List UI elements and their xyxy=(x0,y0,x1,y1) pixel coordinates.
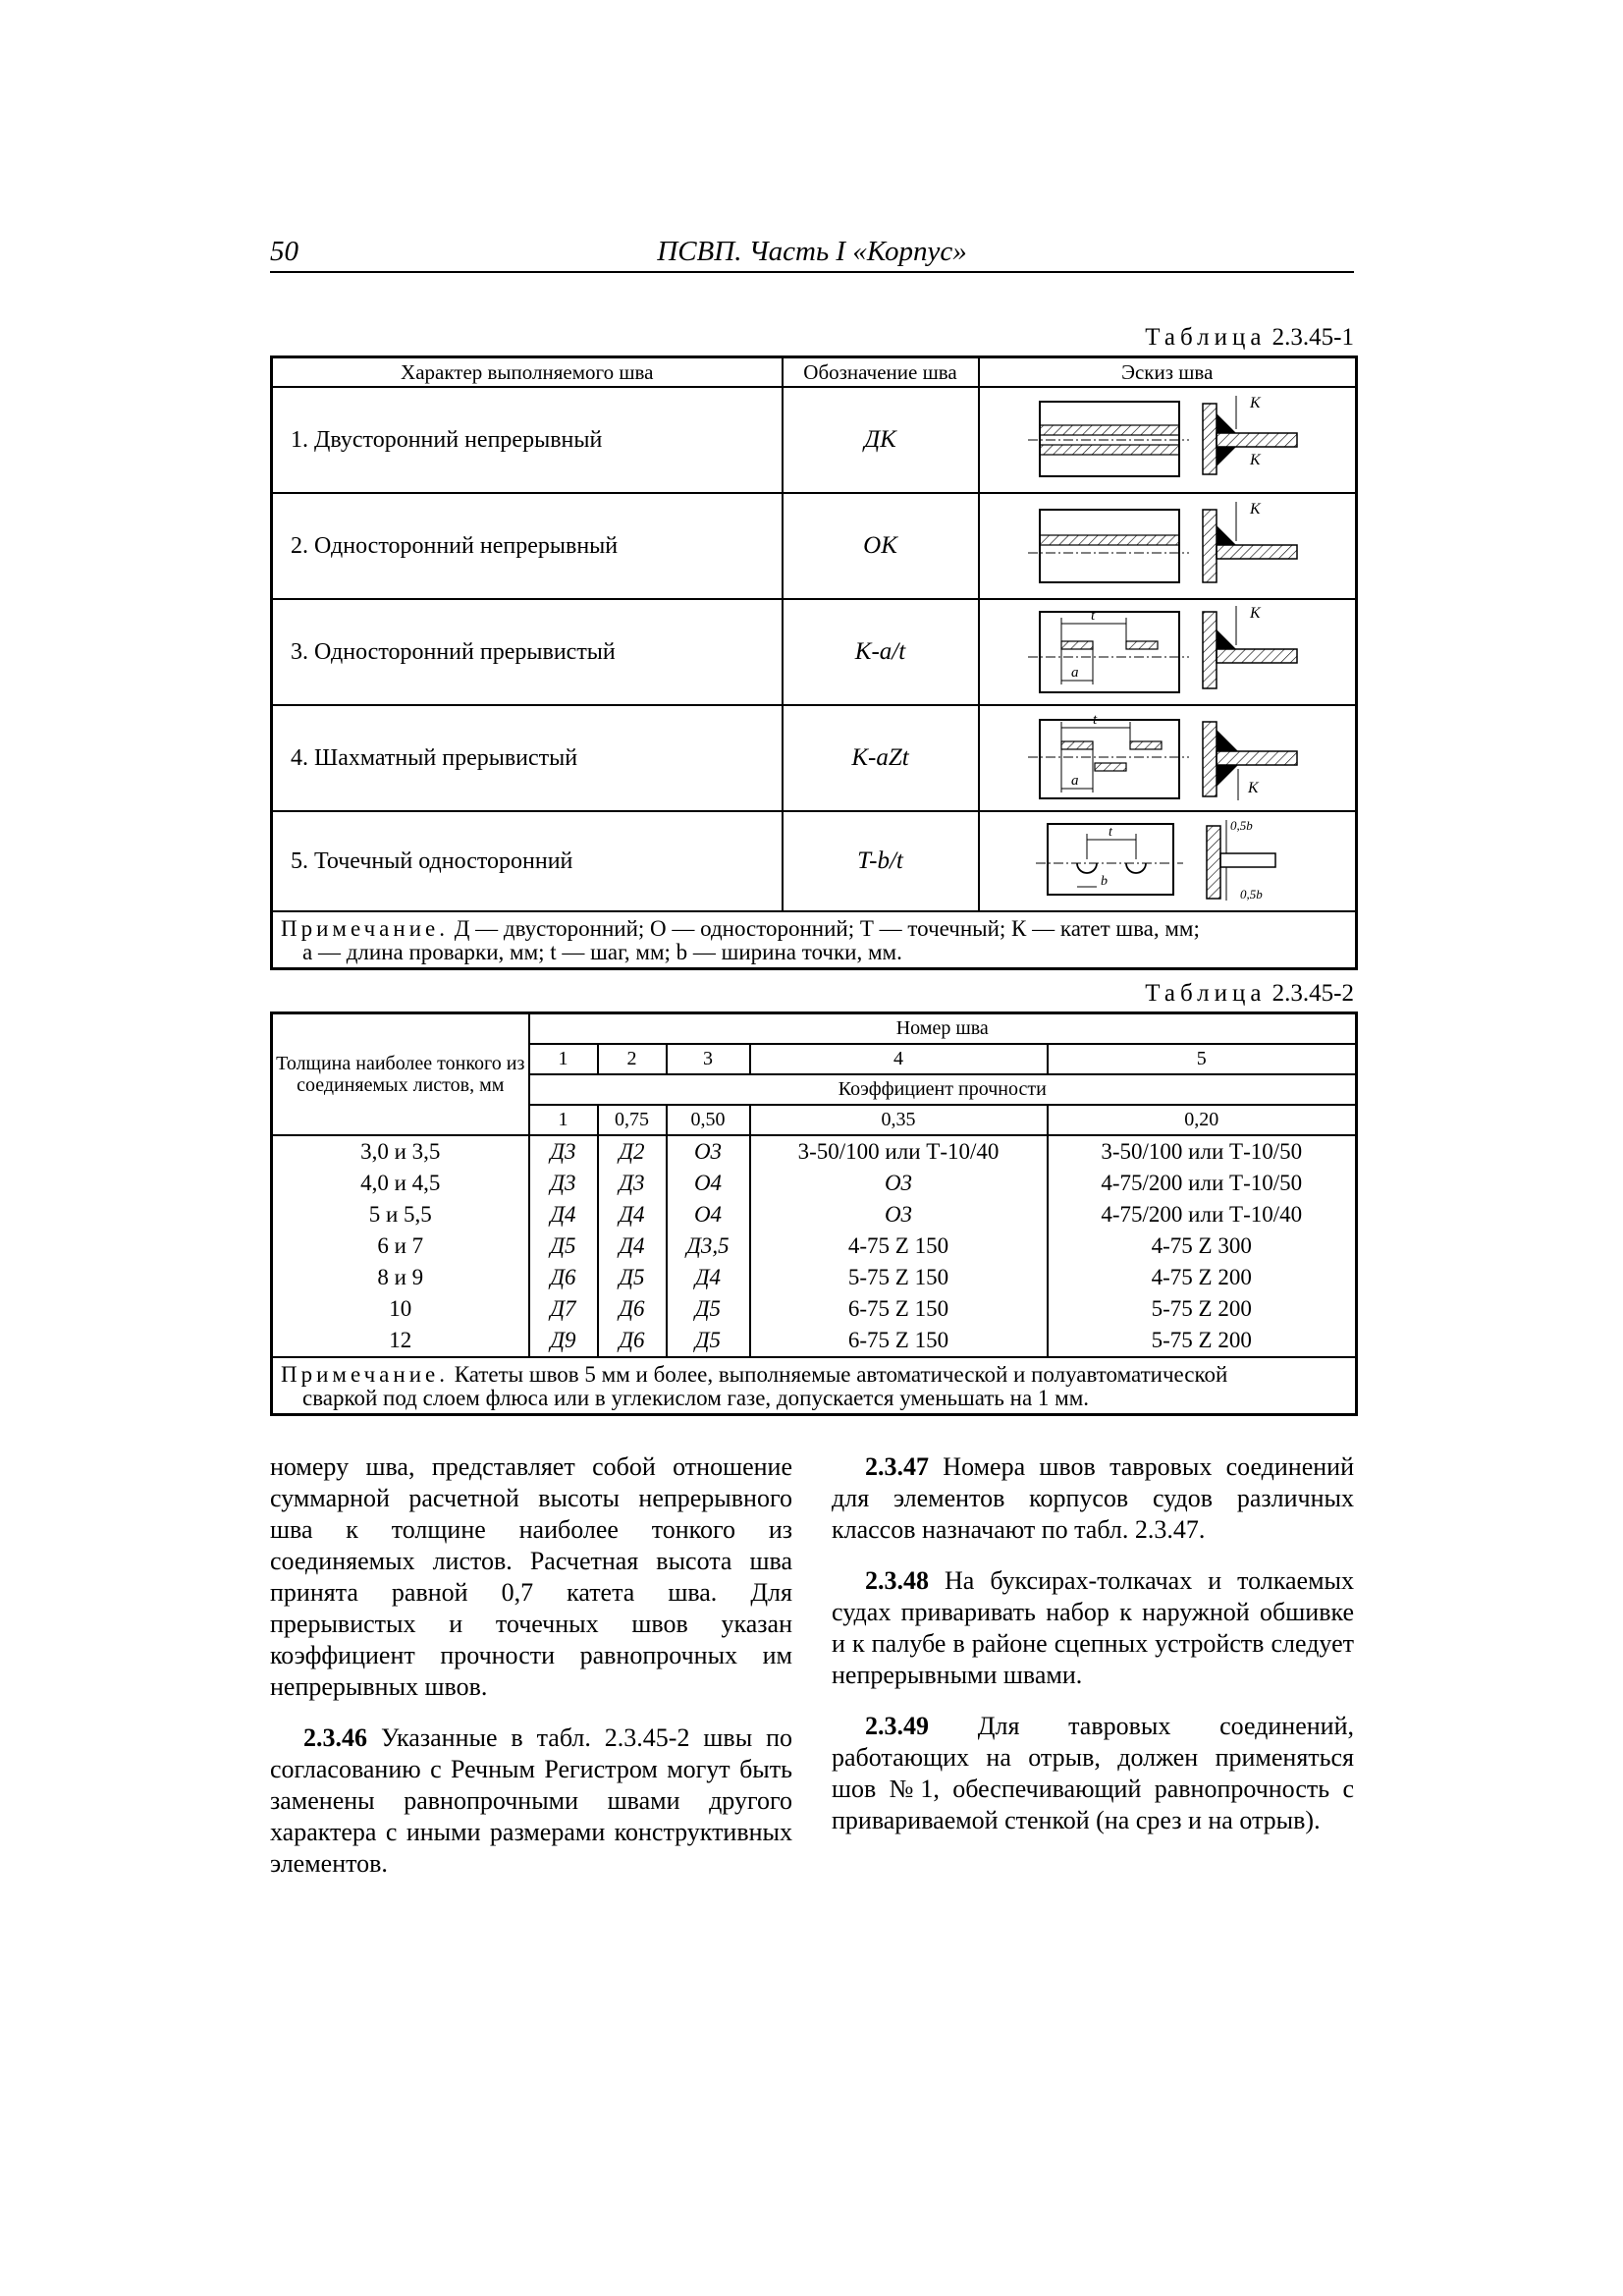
seam-code: ДК xyxy=(783,387,979,493)
paragraph: номеру шва, представляет собой отношение суммарной расчетной высоты непрерывного шва к толщине наиболее тонкого из соединяемых листов. Расчетная высота шва принята равной 0,7 катета шва. Для прерывистых и точечных швов указан коэффициент прочности равнопрочных им непрерывных швов. xyxy=(270,1452,792,1701)
seam-number: 4 xyxy=(750,1044,1048,1074)
table1-header-character: Характер выполняемого шва xyxy=(272,357,783,388)
sketch-label-t: t xyxy=(1090,607,1095,624)
thickness-cell: 5 и 5,5 xyxy=(272,1199,529,1230)
clause-text: На буксирах-толкачах и толкаемых судах приваривать набор к наружной обшивке и к палубе в районе сцепных устройств следует непрерывными швами. xyxy=(832,1566,1354,1689)
seam-cell: 4-75 Z 150 xyxy=(750,1230,1048,1262)
clause-text: Номера швов тавровых соединений для элементов корпусов судов различных классов назначают по табл. 2.3.47. xyxy=(832,1452,1354,1544)
seam-cell: Д6 xyxy=(598,1325,667,1357)
note-text-line2: a — длина проварки, мм; t — шаг, мм; b — ширина точки, мм. xyxy=(302,940,902,964)
weld-sketch-1 xyxy=(1020,390,1315,486)
seam-cell: 4-75/200 или Т-10/40 xyxy=(1048,1199,1357,1230)
sketch-single-continuous xyxy=(979,493,1357,599)
seam-cell: 4-75/200 или Т-10/50 xyxy=(1048,1168,1357,1199)
seam-cell: 4-75 Z 300 xyxy=(1048,1230,1357,1262)
coefficient: 0,20 xyxy=(1048,1105,1357,1135)
page-number: 50 xyxy=(270,236,298,267)
sketch-single-intermittent xyxy=(979,599,1357,705)
clause-number: 2.3.48 xyxy=(865,1566,929,1595)
paragraph-2-3-47 xyxy=(832,1451,1354,1546)
table-row xyxy=(272,705,1357,811)
clause-number: 2.3.47 xyxy=(865,1452,929,1481)
note-text-line1: Д — двусторонний; О — односторонний; Т — точечный; К — катет шва, мм; xyxy=(454,916,1200,941)
right-column xyxy=(832,1451,1354,1856)
seam-cell: 6-75 Z 150 xyxy=(750,1325,1048,1357)
seam-cell: 6-75 Z 150 xyxy=(750,1293,1048,1325)
thickness-cell: 3,0 и 3,5 xyxy=(272,1135,529,1168)
seam-cell: О3 xyxy=(750,1199,1048,1230)
sketch-label-k: K xyxy=(1249,604,1261,622)
table-row xyxy=(272,1325,1357,1357)
seam-name: 5. Точечный односторонний xyxy=(272,811,783,911)
sketch-double-continuous xyxy=(979,387,1357,493)
strength-header: Коэффициент прочности xyxy=(529,1074,1357,1105)
table1-caption-num: 2.3.45-1 xyxy=(1271,324,1354,351)
seam-cell: Д4 xyxy=(598,1230,667,1262)
table1-note xyxy=(272,911,1357,969)
table-row xyxy=(272,1135,1357,1168)
thickness-cell: 4,0 и 4,5 xyxy=(272,1168,529,1199)
table-seam-types xyxy=(270,355,1358,970)
running-title: ПСВП. Часть I «Корпус» xyxy=(657,236,967,267)
coefficient: 0,50 xyxy=(667,1105,750,1135)
seam-cell: О4 xyxy=(667,1199,750,1230)
seam-cell: Д9 xyxy=(529,1325,598,1357)
note-text-line1: Катеты швов 5 мм и более, выполняемые автоматической и полуавтоматической xyxy=(454,1362,1228,1387)
coefficient: 1 xyxy=(529,1105,598,1135)
seam-cell: 5-75 Z 200 xyxy=(1048,1293,1357,1325)
table-row xyxy=(272,1230,1357,1262)
seam-name: 2. Односторонний непрерывный xyxy=(272,493,783,599)
sketch-label-half-b: 0,5b xyxy=(1229,817,1253,833)
thickness-header: Толщина наиболее тонкого из соединяемых листов, мм xyxy=(272,1013,529,1136)
seam-number: 3 xyxy=(667,1044,750,1074)
seam-name: 1. Двусторонний непрерывный xyxy=(272,387,783,493)
seam-cell: 3-50/100 или Т-10/40 xyxy=(750,1135,1048,1168)
seam-name: 4. Шахматный прерывистый xyxy=(272,705,783,811)
seam-cell: Д4 xyxy=(529,1199,598,1230)
sketch-label-half-b: 0,5b xyxy=(1239,886,1263,902)
seam-number-header: Номер шва xyxy=(529,1013,1357,1045)
table2-caption xyxy=(1145,980,1354,1008)
table-row xyxy=(272,1168,1357,1199)
seam-code: ОК xyxy=(783,493,979,599)
seam-number: 1 xyxy=(529,1044,598,1074)
left-column xyxy=(270,1451,792,1899)
header-rule xyxy=(270,271,1354,273)
table1-header-sketch: Эскиз шва xyxy=(979,357,1357,388)
thickness-cell: 12 xyxy=(272,1325,529,1357)
sketch-label-k: K xyxy=(1249,394,1261,411)
table-row xyxy=(272,1293,1357,1325)
seam-cell: 5-75 Z 200 xyxy=(1048,1325,1357,1357)
table-row xyxy=(272,811,1357,911)
table-row xyxy=(272,1199,1357,1230)
paragraph-2-3-49 xyxy=(832,1711,1354,1836)
seam-code: K-a/t xyxy=(783,599,979,705)
sketch-label-a: a xyxy=(1070,772,1079,789)
seam-cell: Д5 xyxy=(667,1293,750,1325)
paragraph-2-3-48 xyxy=(832,1565,1354,1691)
seam-cell: Д4 xyxy=(667,1262,750,1293)
seam-cell: Д3 xyxy=(598,1168,667,1199)
table1-caption-word: Таблица xyxy=(1145,324,1267,351)
seam-cell: О3 xyxy=(750,1168,1048,1199)
coefficient: 0,35 xyxy=(750,1105,1048,1135)
sketch-label-a: a xyxy=(1070,664,1079,681)
weld-sketch-3 xyxy=(1020,602,1315,698)
note-text-line2: сваркой под слоем флюса или в углекислом газе, допускается уменьшать на 1 мм. xyxy=(302,1386,1090,1410)
seam-code: K-aZt xyxy=(783,705,979,811)
clause-text: Указанные в табл. 2.3.45-2 швы по согласованию с Речным Регистром могут быть заменены равнопрочными швами другого характера с иными размерами конструктивных элементов. xyxy=(270,1723,792,1878)
seam-cell: Д3 xyxy=(529,1135,598,1168)
sketch-label-k: K xyxy=(1247,779,1259,796)
sketch-spot-single xyxy=(979,811,1357,911)
note-label: Примечание. xyxy=(281,916,449,941)
seam-cell: Д5 xyxy=(667,1325,750,1357)
seam-cell: Д2 xyxy=(598,1135,667,1168)
table-row xyxy=(272,599,1357,705)
sketch-label-k: K xyxy=(1249,500,1261,518)
seam-name: 3. Односторонний прерывистый xyxy=(272,599,783,705)
seam-cell: Д4 xyxy=(598,1199,667,1230)
weld-sketch-4 xyxy=(1020,708,1315,804)
thickness-cell: 6 и 7 xyxy=(272,1230,529,1262)
table2-note xyxy=(272,1357,1357,1415)
note-label: Примечание. xyxy=(281,1362,449,1387)
seam-number: 5 xyxy=(1048,1044,1357,1074)
table2-caption-num: 2.3.45-2 xyxy=(1271,980,1354,1007)
seam-cell: 5-75 Z 150 xyxy=(750,1262,1048,1293)
seam-cell: О4 xyxy=(667,1168,750,1199)
table1-caption xyxy=(1145,324,1354,352)
seam-cell: 3-50/100 или Т-10/50 xyxy=(1048,1135,1357,1168)
coefficient: 0,75 xyxy=(598,1105,667,1135)
seam-cell: 4-75 Z 200 xyxy=(1048,1262,1357,1293)
seam-code: T-b/t xyxy=(783,811,979,911)
thickness-cell: 8 и 9 xyxy=(272,1262,529,1293)
seam-cell: Д6 xyxy=(598,1293,667,1325)
table1-header-designation: Обозначение шва xyxy=(783,357,979,388)
clause-text: Для тавровых соединений, работающих на отрыв, должен применяться шов №1, обеспечивающий равнопрочность с привариваемой стенкой (на срез и на отрыв). xyxy=(832,1712,1354,1834)
seam-cell: Д6 xyxy=(529,1262,598,1293)
table-seam-strength xyxy=(270,1011,1358,1416)
weld-sketch-2 xyxy=(1020,496,1315,592)
thickness-cell: 10 xyxy=(272,1293,529,1325)
weld-sketch-5 xyxy=(1020,814,1315,904)
seam-cell: Д7 xyxy=(529,1293,598,1325)
seam-number: 2 xyxy=(598,1044,667,1074)
seam-cell: Д5 xyxy=(598,1262,667,1293)
sketch-label-t: t xyxy=(1108,824,1112,840)
table-row xyxy=(272,387,1357,493)
clause-number: 2.3.49 xyxy=(865,1712,929,1740)
table-row xyxy=(272,1262,1357,1293)
sketch-label-k: K xyxy=(1249,451,1261,468)
sketch-label-t: t xyxy=(1092,711,1097,728)
table2-caption-word: Таблица xyxy=(1145,980,1267,1007)
seam-cell: Д5 xyxy=(529,1230,598,1262)
seam-cell: О3 xyxy=(667,1135,750,1168)
seam-cell: Д3 xyxy=(529,1168,598,1199)
table-row xyxy=(272,493,1357,599)
sketch-staggered-intermittent xyxy=(979,705,1357,811)
sketch-label-b: b xyxy=(1100,873,1108,889)
seam-cell: Д3,5 xyxy=(667,1230,750,1262)
paragraph-2-3-46 xyxy=(270,1722,792,1880)
clause-number: 2.3.46 xyxy=(303,1723,367,1752)
